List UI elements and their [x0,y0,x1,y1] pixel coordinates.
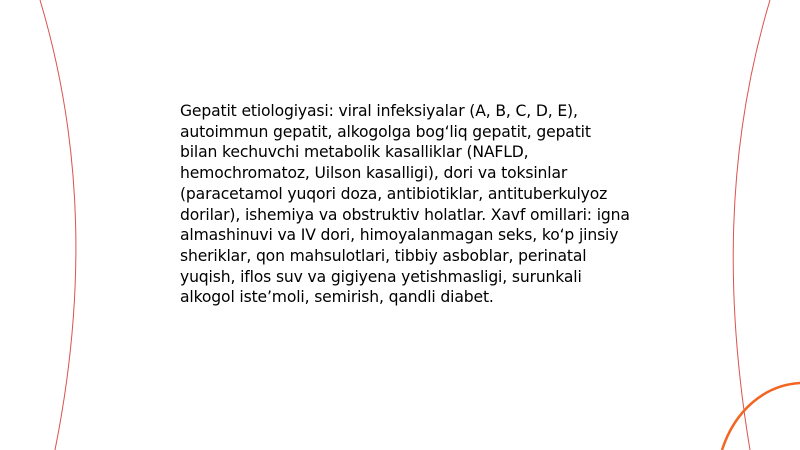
right-arc [733,0,770,450]
body-text: Gepatit etiologiyasi: viral infeksiyalar (A, B, C, D, E), autoimmun gepatit, alkogolga bog‘liq gepatit, gepatit bilan kechuvchi metabolik kasalliklar (NAFLD, hemochromatoz, Uilson kasalligi), dori va toksinlar (paracetamol yuqori doza, antibiotiklar, antituberkulyoz dorilar), ishemiya va obstruktiv holatlar. Xavf omillari: igna almashinuvi va IV dori, himoyalanmagan seks, ko‘p jinsiy sheriklar, qon mahsulotlari, tibbiy asboblar, perinatal yuqish, iflos suv va gigiyena yetishmasligi, surunkali alkogol iste’moli, semirish, qandli diabet. [180,102,630,307]
bottom-right-arc [722,383,800,450]
left-arc [40,0,76,450]
